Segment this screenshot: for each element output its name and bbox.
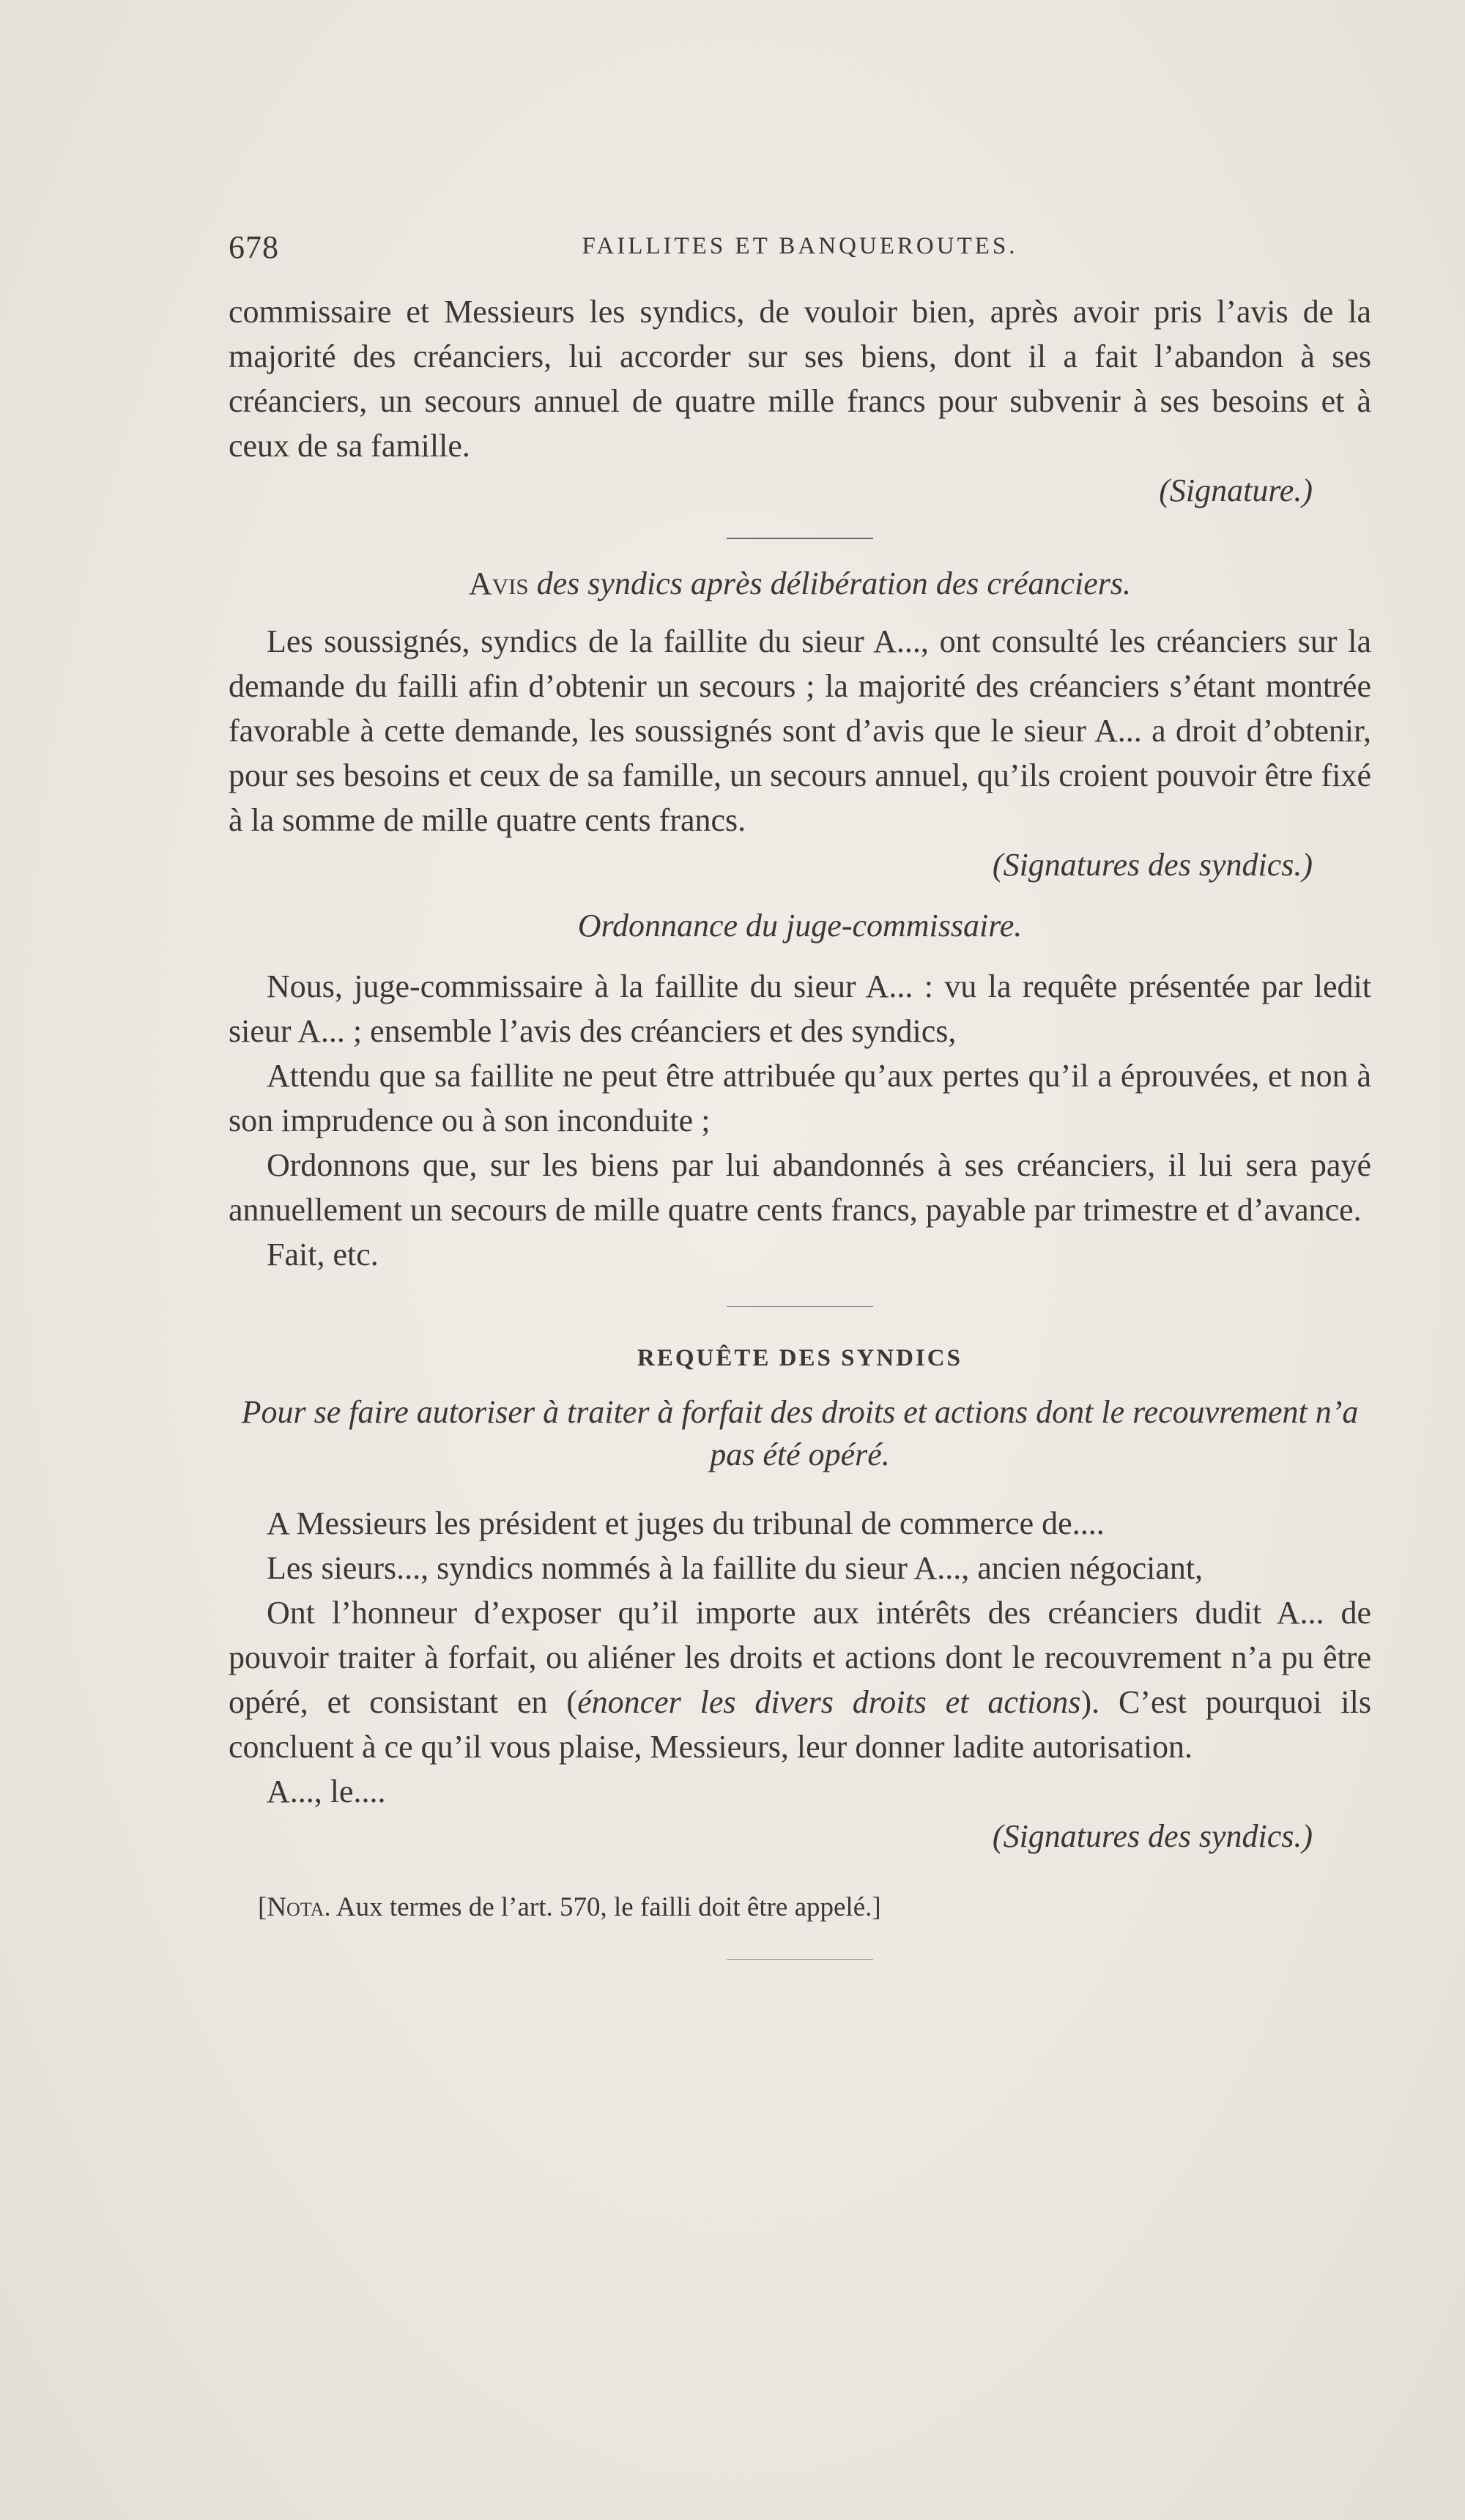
ordonnance-paragraph-3: Ordonnons que, sur les biens par lui abandonnés à ses créanciers, il lui sera payé annuellement un secours de mille quatre cents francs, payable par trimestre et d’avance.	[229, 1147, 1371, 1228]
ordonnance-paragraph-2: Attendu que sa faillite ne peut être attribuée qu’aux pertes qu’il a éprouvées, et non à son imprudence ou à son inconduite ;	[229, 1058, 1371, 1138]
section-divider	[727, 538, 873, 539]
avis-paragraph: Les soussignés, syndics de la faillite du sieur A..., ont consulté les créanciers sur la demande du failli afin d’obtenir un secours ; la majorité des créanciers s’étant montrée favorable à cette demande, les soussignés sont d’avis que le sieur A... a droit d’obtenir, pour ses besoins et ceux de sa famille, un secours annuel, qu’ils croient pouvoir être fixé à la somme de mille quatre cents francs.	[229, 623, 1371, 838]
requete-address: A Messieurs les président et juges du tribunal de commerce de....	[267, 1505, 1105, 1541]
requete-title: REQUÊTE DES SYNDICS	[637, 1345, 963, 1371]
running-head: FAILLITES ET BANQUEROUTES.	[582, 233, 1018, 259]
ordonnance-paragraph-1: Nous, juge-commissaire à la faillite du sieur A... : vu la requête présentée par ledit sieur A... ; ensemble l’avis des créanciers et des syndics,	[229, 968, 1371, 1049]
avis-title-word: Avis	[468, 566, 529, 601]
requete-p2-start: Ont l’honneur d’exposer qu’il importe aux intérêts des créanciers dudit A... de pouvoir traiter à forfait, ou aliéner les droits et actions dont le recouvrement n’a pu être opéré, et consistant en (	[229, 1595, 1371, 1720]
page-header	[229, 229, 1371, 267]
requete-p2-end: ). C’est pourquoi ils concluent à ce qu’il vous plaise, Messieurs, leur donner ladite autorisation.	[229, 1684, 1372, 1765]
requete-subtitle: Pour se faire autoriser à traiter à forfait des droits et actions dont le recouvrement n’a pas été opéré.	[241, 1394, 1359, 1472]
nota-note: [Nota. Aux termes de l’art. 570, le failli doit être appelé.]	[258, 1892, 881, 1922]
avis-title-rest: des syndics après délibération des créanciers.	[536, 566, 1132, 601]
ordonnance-paragraph-4: Fait, etc.	[267, 1237, 379, 1272]
nota-label: Nota.	[267, 1892, 331, 1922]
requete-p2-italic: énoncer les divers droits et actions	[577, 1684, 1081, 1720]
continued-paragraph: commissaire et Messieurs les syndics, de vouloir bien, après avoir pris l’avis de la majorité des créanciers, lui accorder sur ses biens, dont il a fait l’abandon à ses créanciers, un secours annuel de quatre mille francs pour subvenir à ses besoins et à ceux de sa famille.	[229, 294, 1371, 464]
requete-place-date: A..., le....	[267, 1774, 386, 1809]
end-divider	[727, 1959, 873, 1960]
requete-signature: (Signatures des syndics.)	[992, 1818, 1313, 1854]
avis-title	[229, 561, 1371, 606]
ordonnance-title: Ordonnance du juge-commissaire.	[577, 908, 1023, 944]
requete-paragraph-2	[229, 1590, 1371, 1769]
nota-text: Aux termes de l’art. 570, le failli doit être appelé.	[335, 1892, 872, 1922]
avis-signature: (Signatures des syndics.)	[992, 847, 1313, 883]
requete-paragraph-1: Les sieurs..., syndics nommés à la faillite du sieur A..., ancien négociant,	[267, 1550, 1203, 1586]
page-number: 678	[229, 229, 279, 265]
section-divider	[727, 1306, 873, 1307]
page-body	[229, 289, 1371, 1989]
signature-line: (Signature.)	[1159, 472, 1313, 508]
